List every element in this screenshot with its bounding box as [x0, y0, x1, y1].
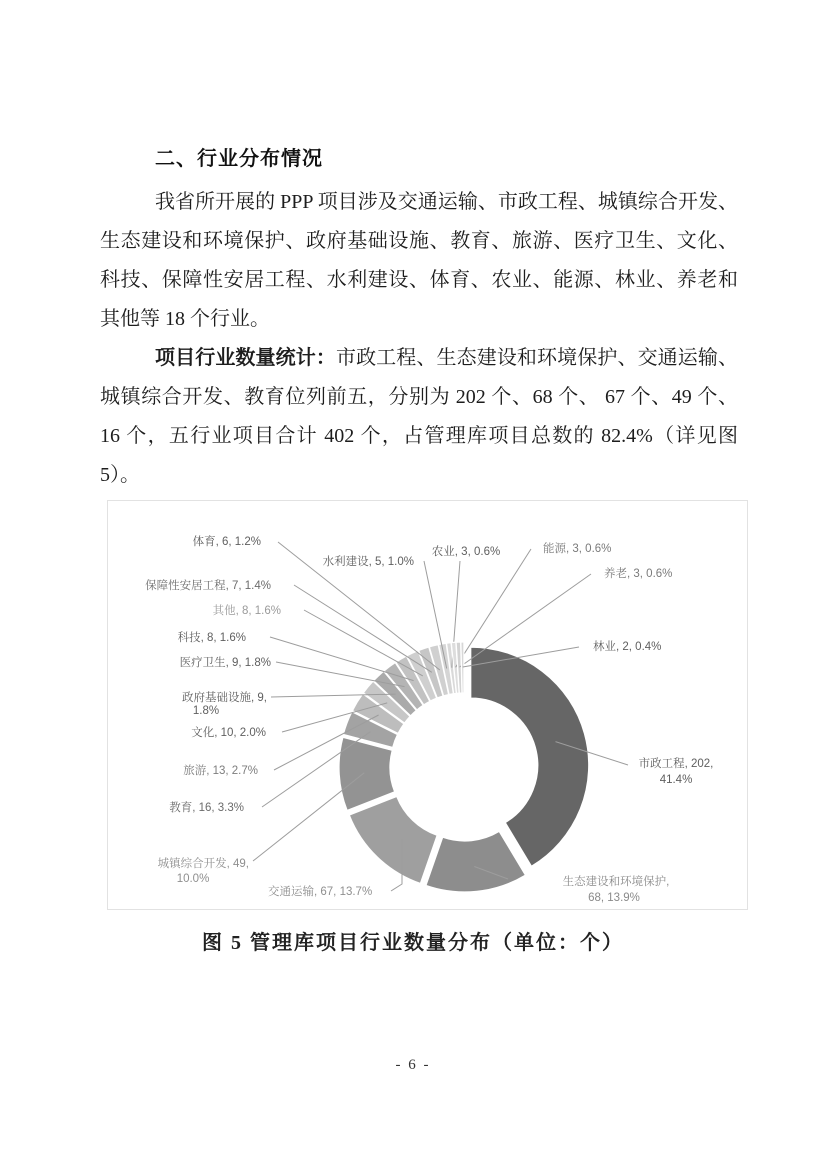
slice-label: 城镇综合开发, 49,	[157, 858, 249, 870]
slice-label: 水利建设, 5, 1.0%	[322, 556, 414, 568]
section-heading: 二、行业分布情况	[155, 148, 323, 170]
slice-label: 市政工程, 202,	[638, 758, 714, 770]
statistics-detail-text: 市政工程、生态建设和环境保护、交通运输、城镇综合开发、教育位列前五，分别为 202 个、68 个、 67 个、49 个、16 个，五行业项目合计 402 个，占管理库项目总数的 82.4%（详见图 5）。	[100, 347, 739, 486]
body-text	[100, 183, 738, 495]
figure-caption: 图 5 管理库项目行业数量分布（单位：个）	[202, 932, 624, 954]
slice-label: 1.8%	[192, 705, 220, 717]
donut-slice	[471, 647, 589, 866]
slice-label: 68, 13.9%	[588, 892, 640, 904]
leader-line	[460, 574, 592, 667]
slice-label: 农业, 3, 0.6%	[431, 546, 501, 558]
slice-label: 林业, 2, 0.4%	[593, 641, 662, 653]
leader-line	[294, 585, 432, 672]
slice-label: 医疗卫生, 9, 1.8%	[179, 657, 271, 669]
slice-label: 生态建设和环境保护,	[562, 876, 670, 888]
slice-label: 科技, 8, 1.6%	[177, 632, 246, 644]
paragraph-industry-list: 我省所开展的 PPP 项目涉及交通运输、市政工程、城镇综合开发、生态建设和环境保护、政府基础设施、教育、旅游、医疗卫生、文化、科技、保障性安居工程、水利建设、体育、农业、能源、林业、养老和其他等 18 个行业。	[100, 191, 738, 330]
slice-label: 能源, 3, 0.6%	[543, 543, 612, 555]
figure-donut-chart	[107, 500, 748, 910]
slice-label: 养老, 3, 0.6%	[604, 568, 673, 580]
slice-label: 其他, 8, 1.6%	[212, 605, 281, 617]
slice-label: 体育, 6, 1.2%	[192, 536, 261, 548]
donut-chart-svg	[108, 501, 747, 909]
slice-label: 41.4%	[659, 774, 693, 786]
paragraph-statistics	[100, 339, 738, 495]
slice-label: 保障性安居工程, 7, 1.4%	[145, 580, 271, 592]
slice-label: 教育, 16, 3.3%	[169, 802, 244, 814]
slice-label: 政府基础设施, 9,	[182, 692, 267, 704]
slice-label: 文化, 10, 2.0%	[191, 727, 266, 739]
slice-label: 旅游, 13, 2.7%	[183, 765, 258, 777]
page-number: - 6 -	[395, 1057, 431, 1073]
donut-slice	[349, 796, 437, 883]
statistics-lead-label: 项目行业数量统计：	[155, 347, 336, 369]
slice-label: 10.0%	[176, 873, 210, 885]
slice-label: 交通运输, 67, 13.7%	[268, 886, 373, 898]
leader-line	[253, 773, 364, 861]
donut-slice	[426, 831, 526, 892]
